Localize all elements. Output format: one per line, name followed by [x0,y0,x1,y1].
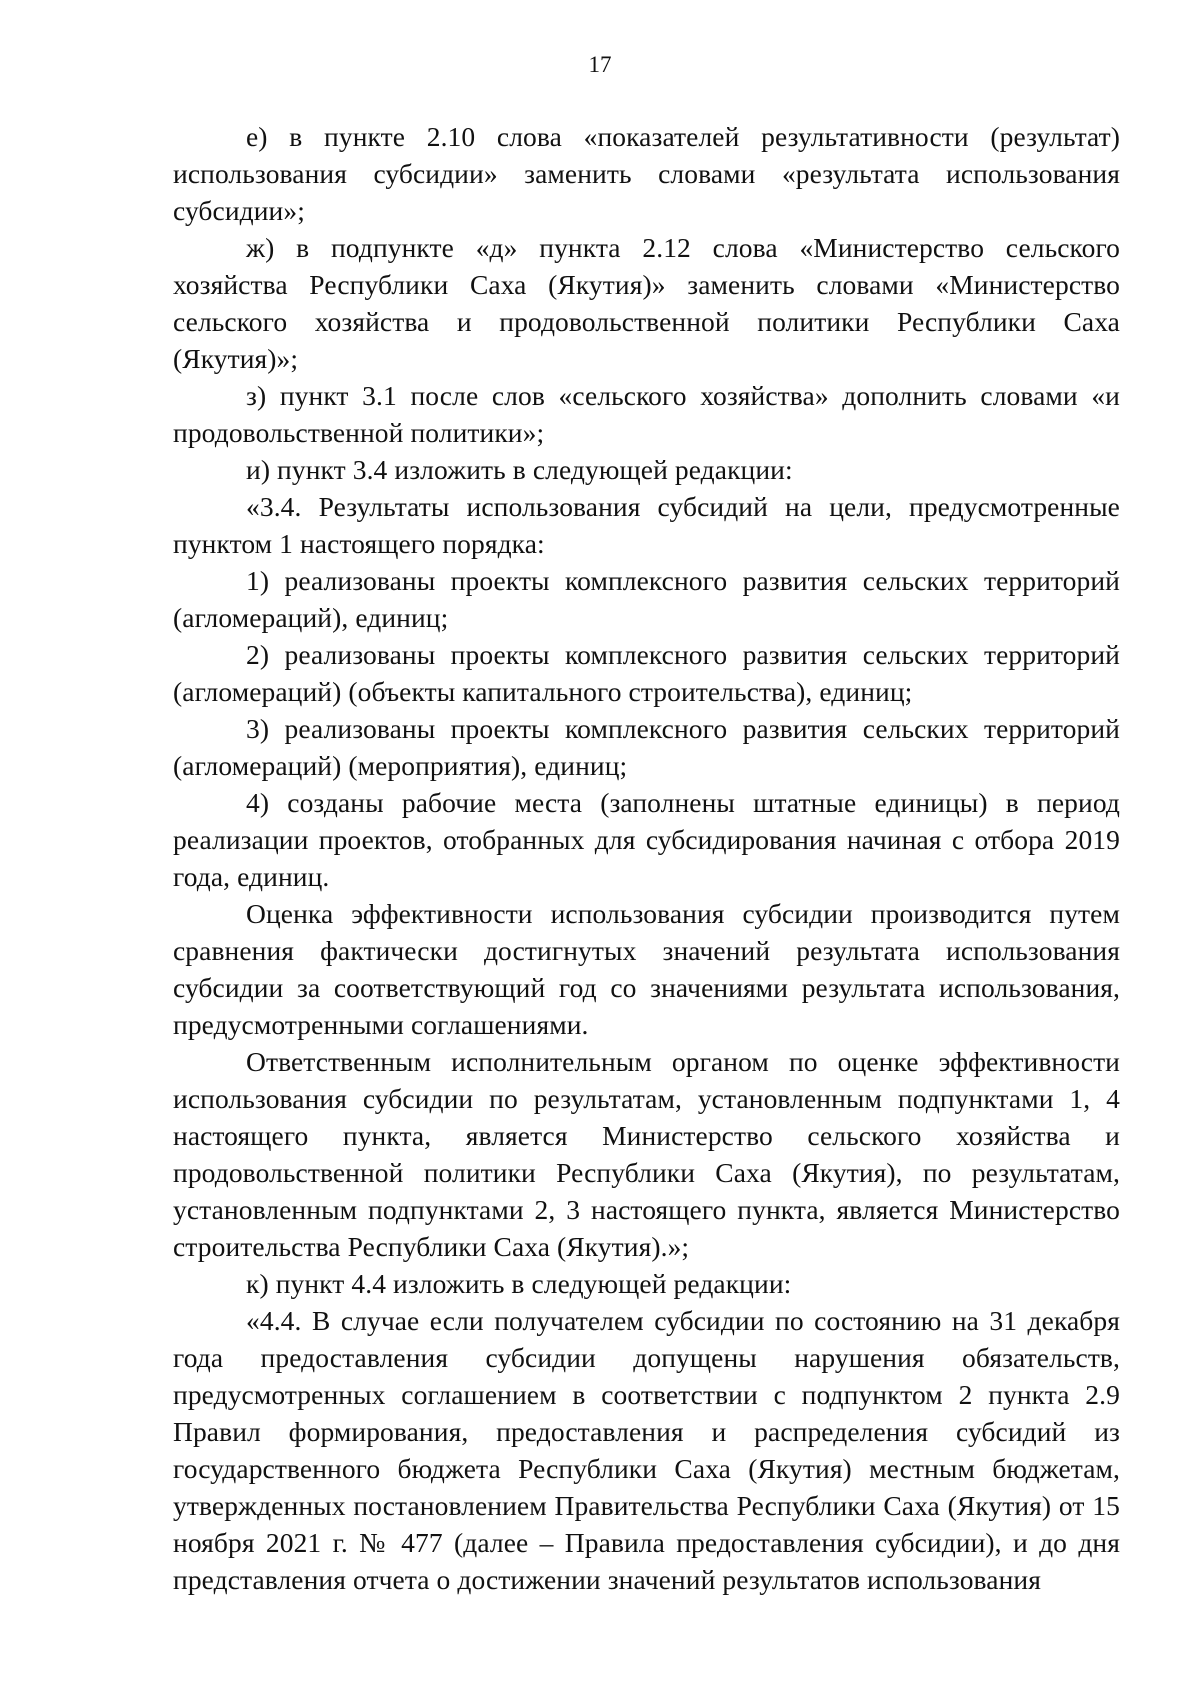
list-item-result-1: 1) реализованы проекты комплексного развития сельских территорий (агломераций), единиц; [173,565,1120,633]
paragraph-efficiency-assessment: Оценка эффективности использования субсидии производится путем сравнения фактически достигнутых значений результата использования субсидии за соответствующий год со значениями результата использования, предусмотренными соглашениями. [173,898,1120,1040]
paragraph-clause-4-4: «4.4. В случае если получателем субсидии по состоянию на 31 декабря года предоставления субсидии допущены нарушения обязательств, предусмотренных соглашением в соответствии с подпунктом 2 пункта 2.9 Правил формирования, предоставления и распределения субсидий из государственного бюджета Республики Саха (Якутия) местным бюджетам, утвержденных постановлением Правительства Республики Саха (Якутия) от 15 ноября 2021 г. № 477 (далее – Правила предоставления субсидии), и до дня представления отчета о достижении значений результатов использования [173,1305,1120,1595]
document-body [173,118,1120,1598]
paragraph-amendment-e: е) в пункте 2.10 слова «показателей результативности (результат) использования субсидии» заменить словами «результата использования субсидии»; [173,121,1120,226]
list-item-result-3: 3) реализованы проекты комплексного развития сельских территорий (агломераций) (мероприятия), единиц; [173,713,1120,781]
paragraph-amendment-k: к) пункт 4.4 изложить в следующей редакции: [246,1268,792,1299]
page-number: 17 [588,52,612,77]
paragraph-responsible-body: Ответственным исполнительным органом по оценке эффективности использования субсидии по результатам, установленным подпунктами 1, 4 настоящего пункта, является Министерство сельского хозяйства и продовольственной политики Республики Саха (Якутия), по результатам, установленным подпунктами 2, 3 настоящего пункта, является Министерство строительства Республики Саха (Якутия).»; [173,1046,1120,1262]
paragraph-amendment-i: и) пункт 3.4 изложить в следующей редакции: [246,454,793,485]
list-item-result-4: 4) созданы рабочие места (заполнены штатные единицы) в период реализации проектов, отобранных для субсидирования начиная с отбора 2019 года, единиц. [173,787,1120,892]
list-item-result-2: 2) реализованы проекты комплексного развития сельских территорий (агломераций) (объекты капитального строительства), единиц; [173,639,1120,707]
paragraph-clause-3-4: «3.4. Результаты использования субсидий на цели, предусмотренные пунктом 1 настоящего порядка: [173,491,1120,559]
paragraph-amendment-z: з) пункт 3.1 после слов «сельского хозяйства» дополнить словами «и продовольственной политики»; [173,380,1120,448]
paragraph-amendment-zh: ж) в подпункте «д» пункта 2.12 слова «Министерство сельского хозяйства Республики Саха (Якутия)» заменить словами «Министерство сельского хозяйства и продовольственной политики Республики Саха (Якутия)»; [173,232,1120,374]
